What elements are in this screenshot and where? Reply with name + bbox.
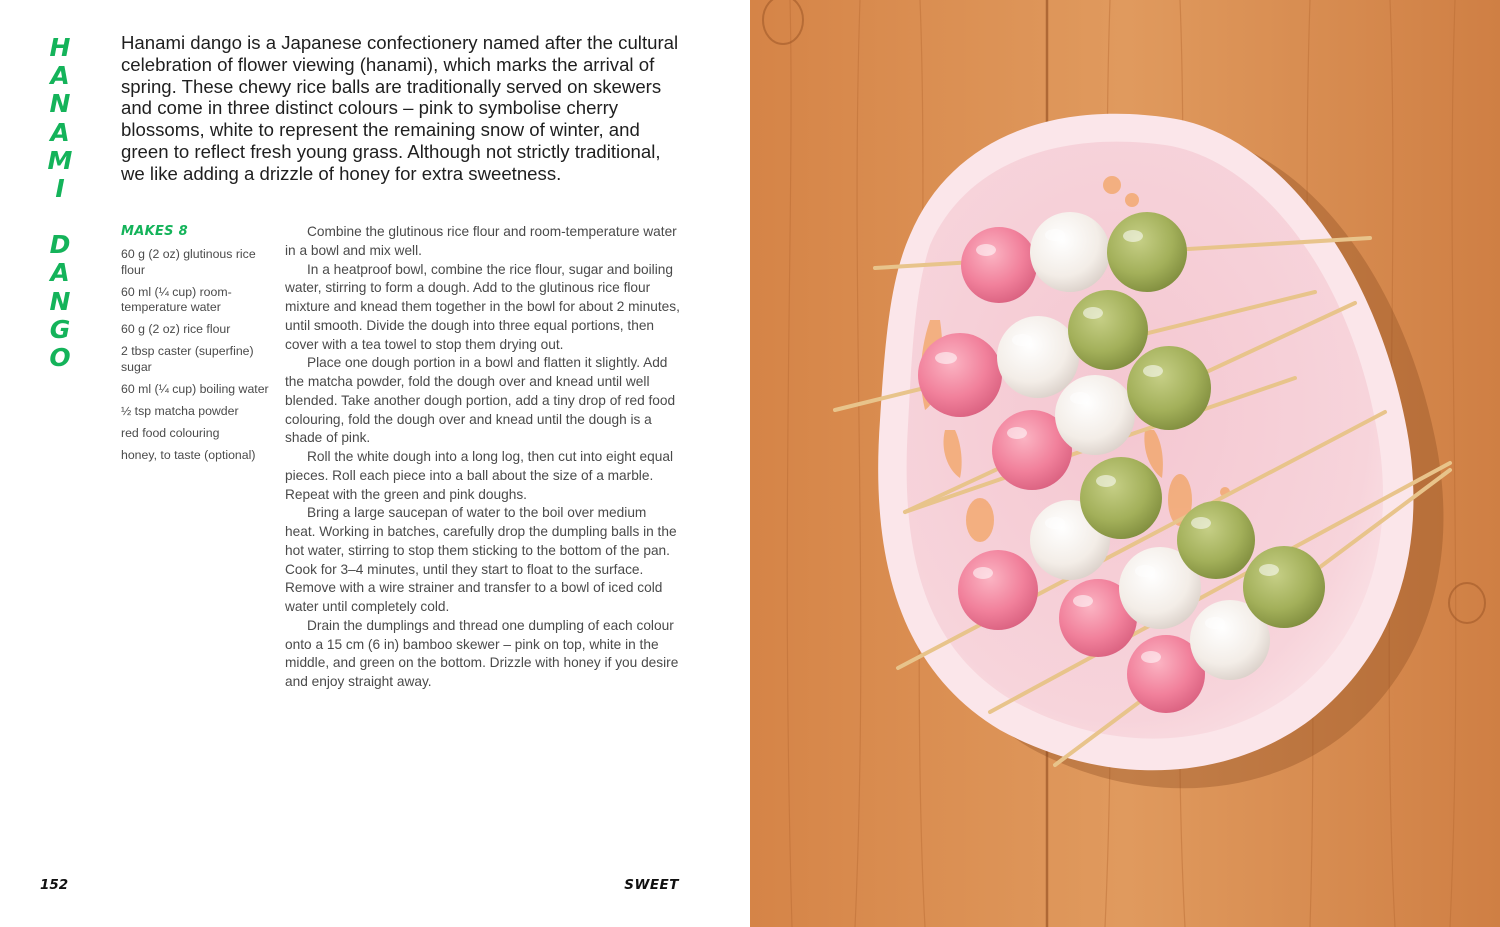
title-letter: M <box>47 145 73 175</box>
title-letter: A <box>50 117 70 147</box>
ingredient-list <box>121 247 271 471</box>
recipe-intro: Hanami dango is a Japanese confectionery named after the cultural celebration of flower viewing (hanami), which marks the arrival of spring. These chewy rice balls are traditionally served on skewers and come in three distinct colours – pink to symbolise cherry blossoms, white to represent the remaining snow of winter, and green to reflect fresh young grass. Although not strictly traditional, we like adding a drizzle of honey for extra sweetness. <box>121 32 679 184</box>
title-word-dango <box>46 231 74 372</box>
dango-green <box>1177 501 1255 579</box>
dango-green <box>1243 546 1325 628</box>
ingredient-item: 60 ml (¼ cup) room-temperature water <box>121 284 232 315</box>
page-number: 152 <box>40 877 69 893</box>
dango-pink <box>918 333 1002 417</box>
title-letter: A <box>50 61 70 91</box>
dango-pink <box>961 227 1037 303</box>
method-step: Combine the glutinous rice flour and room-temperature water in a bowl and mix well. <box>285 224 677 258</box>
ingredient-item: 60 ml (¼ cup) boiling water <box>121 382 269 397</box>
dango-green <box>1080 457 1162 539</box>
method-step: Drain the dumplings and thread one dumpling of each colour onto a 15 cm (6 in) bamboo skewer – pink on top, white in the middle, and green on the bottom. Drizzle with honey if you desire and enjoy straight away. <box>285 617 679 689</box>
title-letter: D <box>49 230 71 260</box>
method-step: Bring a large saucepan of water to the boil over medium heat. Working in batches, carefully drop the dumpling balls in the hot water, stirring to stop them sticking to the bottom of the pan. Cook for 3–4 minutes, until they start to float to the surface. Remove with a wire strainer and transfer to a bowl of iced cold water until completely cold. <box>285 505 677 614</box>
dango-green <box>1068 290 1148 370</box>
dango-illustration <box>750 0 1500 927</box>
method-step: Roll the white dough into a long log, then cut into eight equal pieces. Roll each piece into a ball about the size of a marble. Repeat with the green and pink doughs. <box>285 449 674 502</box>
ingredient-item: 60 g (2 oz) glutinous rice flour <box>121 247 256 277</box>
ingredient-item: 2 tbsp caster (superfine) sugar <box>121 344 254 375</box>
dango-white <box>1030 212 1110 292</box>
title-letter: I <box>55 174 65 204</box>
dango-white <box>997 316 1079 398</box>
method-steps <box>285 223 680 692</box>
ingredient-item: 60 g (2 oz) rice flour <box>121 322 231 337</box>
dango-pink <box>958 550 1038 630</box>
dango-photo <box>750 0 1500 927</box>
dango-white <box>1055 375 1135 455</box>
title-letter: A <box>50 258 70 288</box>
title-letter: H <box>49 33 71 62</box>
title-letter: N <box>49 89 71 119</box>
yield-heading: MAKES 8 <box>121 224 188 239</box>
method-step: Place one dough portion in a bowl and flatten it slightly. Add the matcha powder, fold the dough over and knead until well blended. Take another dough portion, add a tiny drop of red food colouring, fold the dough over and knead until the dough is a shade of pink. <box>285 355 676 446</box>
ingredient-item: ½ tsp matcha powder <box>121 404 239 419</box>
title-letter: O <box>49 343 71 373</box>
dango-green <box>1127 346 1211 430</box>
ingredient-item: honey, to taste (optional) <box>121 448 256 463</box>
title-letter: G <box>49 314 71 344</box>
section-label: SWEET <box>624 877 679 893</box>
title-word-hanami <box>46 34 74 203</box>
title-letter: N <box>49 286 71 316</box>
dango-green <box>1107 212 1187 292</box>
vertical-recipe-title <box>46 34 74 372</box>
method-step: In a heatproof bowl, combine the rice flour, sugar and boiling water, stirring to form a dough. Add to the glutinous rice flour mixture and knead them together in the bowl for about 2 minutes, until smooth. Divide the dough into three equal portions, then cover with a tea towel to stop them drying out. <box>285 261 680 352</box>
ingredient-item: red food colouring <box>121 426 220 441</box>
